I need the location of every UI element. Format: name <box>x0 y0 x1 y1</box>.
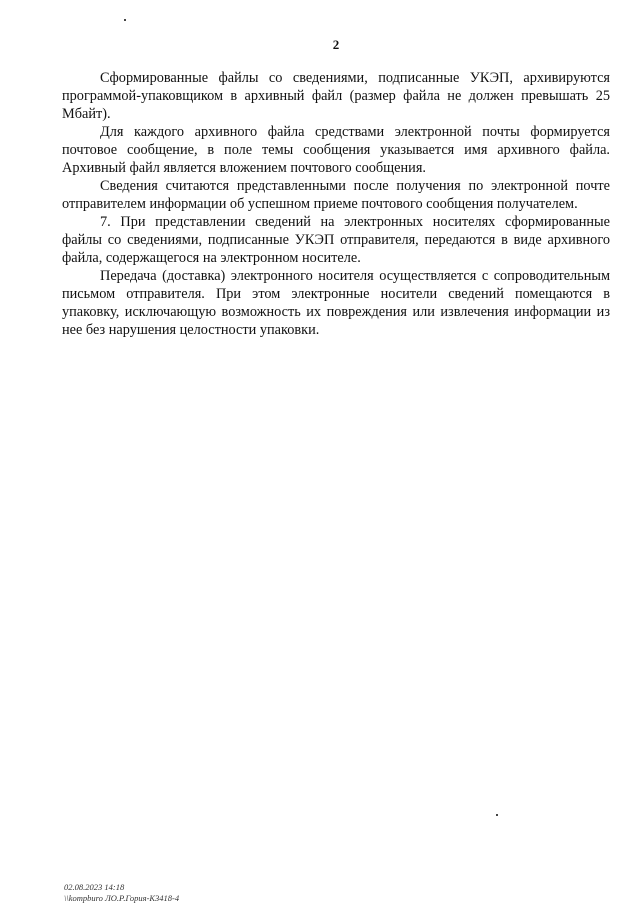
scan-speck <box>124 19 126 21</box>
footer-timestamp: 02.08.2023 14:18 <box>64 882 125 892</box>
paragraph-email-message: Для каждого архивного файла средствами электронной почты формируется почтовое сообщение, в поле темы сообщения указывается имя архивного файла. Архивный файл является вложением почтового сообщения. <box>62 124 610 176</box>
scan-speck <box>496 814 498 816</box>
page-number: 2 <box>332 37 340 52</box>
paragraph-submission-confirmation: Сведения считаются представленными после получения по электронной почте отправителем информации об успешном приеме почтового сообщения получателем. <box>62 178 610 212</box>
footer-file-path: \\kompburo ЛО.Р.Гория-К3418-4 <box>64 893 180 903</box>
document-footer <box>64 882 179 904</box>
paragraph-delivery-packaging: Передача (доставка) электронного носителя осуществляется с сопроводительным письмом отправителя. При этом электронные носители сведений помещаются в упаковку, исключающую возможность их повреждения или извлечения информации из нее без нарушения целостности упаковки. <box>62 268 610 338</box>
paragraph-electronic-media: 7. При представлении сведений на электронных носителях сформированные файлы со сведениями, подписанные УКЭП отправителя, передаются в виде архивного файла, содержащегося на электронном носителе. <box>62 214 610 266</box>
paragraph-archive-packing: Сформированные файлы со сведениями, подписанные УКЭП, архивируются программой-упаковщиком в архивный файл (размер файла не должен превышать 25 Мбайт). <box>62 70 610 122</box>
document-body <box>62 69 610 339</box>
